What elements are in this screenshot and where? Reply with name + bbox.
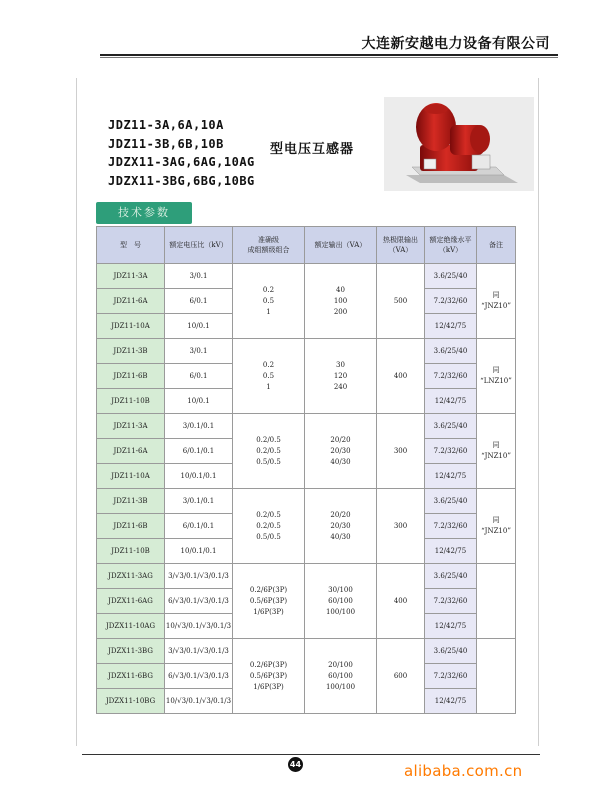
ratio-cell: 6/√3/0.1/√3/0.1/3 (165, 664, 233, 689)
thermal-cell: 600 (377, 639, 425, 714)
model-cell: JDZX11-6BG (97, 664, 165, 689)
model-cell: JDZ11-6A (97, 439, 165, 464)
product-type-title: 型电压互感器 (270, 142, 355, 157)
thermal-cell: 400 (377, 339, 425, 414)
model-cell: JDZ11-3B (97, 489, 165, 514)
table-header-row (97, 227, 516, 264)
model-list (108, 116, 255, 190)
col-header-ratio: 额定电压比（kV） (165, 227, 233, 264)
ratio-cell: 3/0.1 (165, 264, 233, 289)
model-cell: JDZ11-6B (97, 364, 165, 389)
ratio-cell: 6/0.1/0.1 (165, 439, 233, 464)
spec-table (96, 226, 516, 714)
col-header-insulation: 额定绝缘水平 （kV） (425, 227, 477, 264)
insulation-cell: 12/42/75 (425, 314, 477, 339)
output-cell: 20/20 20/30 40/30 (305, 489, 377, 564)
output-cell: 30 120 240 (305, 339, 377, 414)
ratio-cell: 6/0.1 (165, 364, 233, 389)
accuracy-cell: 0.2/6P(3P) 0.5/6P(3P) 1/6P(3P) (233, 564, 305, 639)
model-cell: JDZ11-10B (97, 539, 165, 564)
note-cell: 同 “JNZ10” (477, 414, 516, 489)
model-cell: JDZ11-3A (97, 414, 165, 439)
table-row (97, 264, 516, 289)
insulation-cell: 3.6/25/40 (425, 264, 477, 289)
note-cell (477, 564, 516, 639)
table-row (97, 564, 516, 589)
ratio-cell: 3/√3/0.1/√3/0.1/3 (165, 564, 233, 589)
model-line: JDZX11-3BG,6BG,10BG (108, 173, 255, 188)
output-cell: 20/100 60/100 100/100 (305, 639, 377, 714)
ratio-cell: 10/√3/0.1/√3/0.1/3 (165, 614, 233, 639)
model-line: JDZX11-3AG,6AG,10AG (108, 155, 255, 169)
note-cell: 同 “JNZ10” (477, 489, 516, 564)
model-cell: JDZX11-3BG (97, 639, 165, 664)
accuracy-cell: 0.2/0.5 0.2/0.5 0.5/0.5 (233, 414, 305, 489)
col-header-model: 型 号 (97, 227, 165, 264)
insulation-cell: 3.6/25/40 (425, 564, 477, 589)
insulation-cell: 12/42/75 (425, 539, 477, 564)
insulation-cell: 12/42/75 (425, 464, 477, 489)
watermark: alibaba.com.cn (404, 762, 523, 780)
note-cell: 同 “JNZ10” (477, 264, 516, 339)
ratio-cell: 10/0.1 (165, 389, 233, 414)
col-header-thermal: 热极限输出 （VA） (377, 227, 425, 264)
ratio-cell: 10/0.1/0.1 (165, 464, 233, 489)
note-cell: 同 “LNZ10” (477, 339, 516, 414)
ratio-cell: 6/0.1 (165, 289, 233, 314)
ratio-cell: 10/0.1/0.1 (165, 539, 233, 564)
model-cell: JDZX11-6AG (97, 589, 165, 614)
col-header-output: 额定输出（VA） (305, 227, 377, 264)
model-cell: JDZX11-3AG (97, 564, 165, 589)
insulation-cell: 7.2/32/60 (425, 514, 477, 539)
model-cell: JDZX11-10AG (97, 614, 165, 639)
table-row (97, 639, 516, 664)
insulation-cell: 3.6/25/40 (425, 489, 477, 514)
col-header-note: 备注 (477, 227, 516, 264)
insulation-cell: 7.2/32/60 (425, 439, 477, 464)
thermal-cell: 300 (377, 414, 425, 489)
frame-left (76, 78, 77, 746)
transformer-icon (384, 97, 534, 191)
model-cell: JDZ11-10A (97, 314, 165, 339)
ratio-cell: 6/0.1/0.1 (165, 514, 233, 539)
table-row (97, 339, 516, 364)
insulation-cell: 12/42/75 (425, 614, 477, 639)
model-cell: JDZ11-6A (97, 289, 165, 314)
model-cell: JDZ11-10A (97, 464, 165, 489)
output-cell: 30/100 60/100 100/100 (305, 564, 377, 639)
model-cell: JDZ11-3A (97, 264, 165, 289)
ratio-cell: 3/√3/0.1/√3/0.1/3 (165, 639, 233, 664)
ratio-cell: 3/0.1 (165, 339, 233, 364)
thermal-cell: 500 (377, 264, 425, 339)
model-cell: JDZ11-10B (97, 389, 165, 414)
product-photo (384, 97, 534, 191)
footer-rule (82, 754, 540, 755)
model-cell: JDZX11-10BG (97, 689, 165, 714)
insulation-cell: 3.6/25/40 (425, 639, 477, 664)
accuracy-cell: 0.2 0.5 1 (233, 264, 305, 339)
company-name: 大连新安越电力设备有限公司 (361, 36, 550, 52)
insulation-cell: 7.2/32/60 (425, 664, 477, 689)
thermal-cell: 400 (377, 564, 425, 639)
header-rule-thin (100, 57, 558, 58)
ratio-cell: 10/0.1 (165, 314, 233, 339)
accuracy-cell: 0.2 0.5 1 (233, 339, 305, 414)
output-cell: 40 100 200 (305, 264, 377, 339)
ratio-cell: 10/√3/0.1/√3/0.1/3 (165, 689, 233, 714)
ratio-cell: 3/0.1/0.1 (165, 414, 233, 439)
insulation-cell: 12/42/75 (425, 389, 477, 414)
insulation-cell: 3.6/25/40 (425, 414, 477, 439)
model-line: JDZ11-3A,6A,10A (108, 118, 224, 132)
model-cell: JDZ11-6B (97, 514, 165, 539)
table-row (97, 414, 516, 439)
col-header-accuracy: 准确级 成组额级组合 (233, 227, 305, 264)
technical-params-tab: 技术参数 (96, 202, 192, 224)
page-number: 44 (288, 757, 303, 772)
table-row (97, 489, 516, 514)
note-cell (477, 639, 516, 714)
insulation-cell: 3.6/25/40 (425, 339, 477, 364)
insulation-cell: 7.2/32/60 (425, 289, 477, 314)
model-cell: JDZ11-3B (97, 339, 165, 364)
insulation-cell: 7.2/32/60 (425, 364, 477, 389)
insulation-cell: 12/42/75 (425, 689, 477, 714)
ratio-cell: 6/√3/0.1/√3/0.1/3 (165, 589, 233, 614)
accuracy-cell: 0.2/6P(3P) 0.5/6P(3P) 1/6P(3P) (233, 639, 305, 714)
frame-right (538, 78, 539, 746)
insulation-cell: 7.2/32/60 (425, 589, 477, 614)
accuracy-cell: 0.2/0.5 0.2/0.5 0.5/0.5 (233, 489, 305, 564)
header-rule (100, 54, 558, 56)
model-line: JDZ11-3B,6B,10B (108, 136, 224, 151)
ratio-cell: 3/0.1/0.1 (165, 489, 233, 514)
output-cell: 20/20 20/30 40/30 (305, 414, 377, 489)
thermal-cell: 300 (377, 489, 425, 564)
